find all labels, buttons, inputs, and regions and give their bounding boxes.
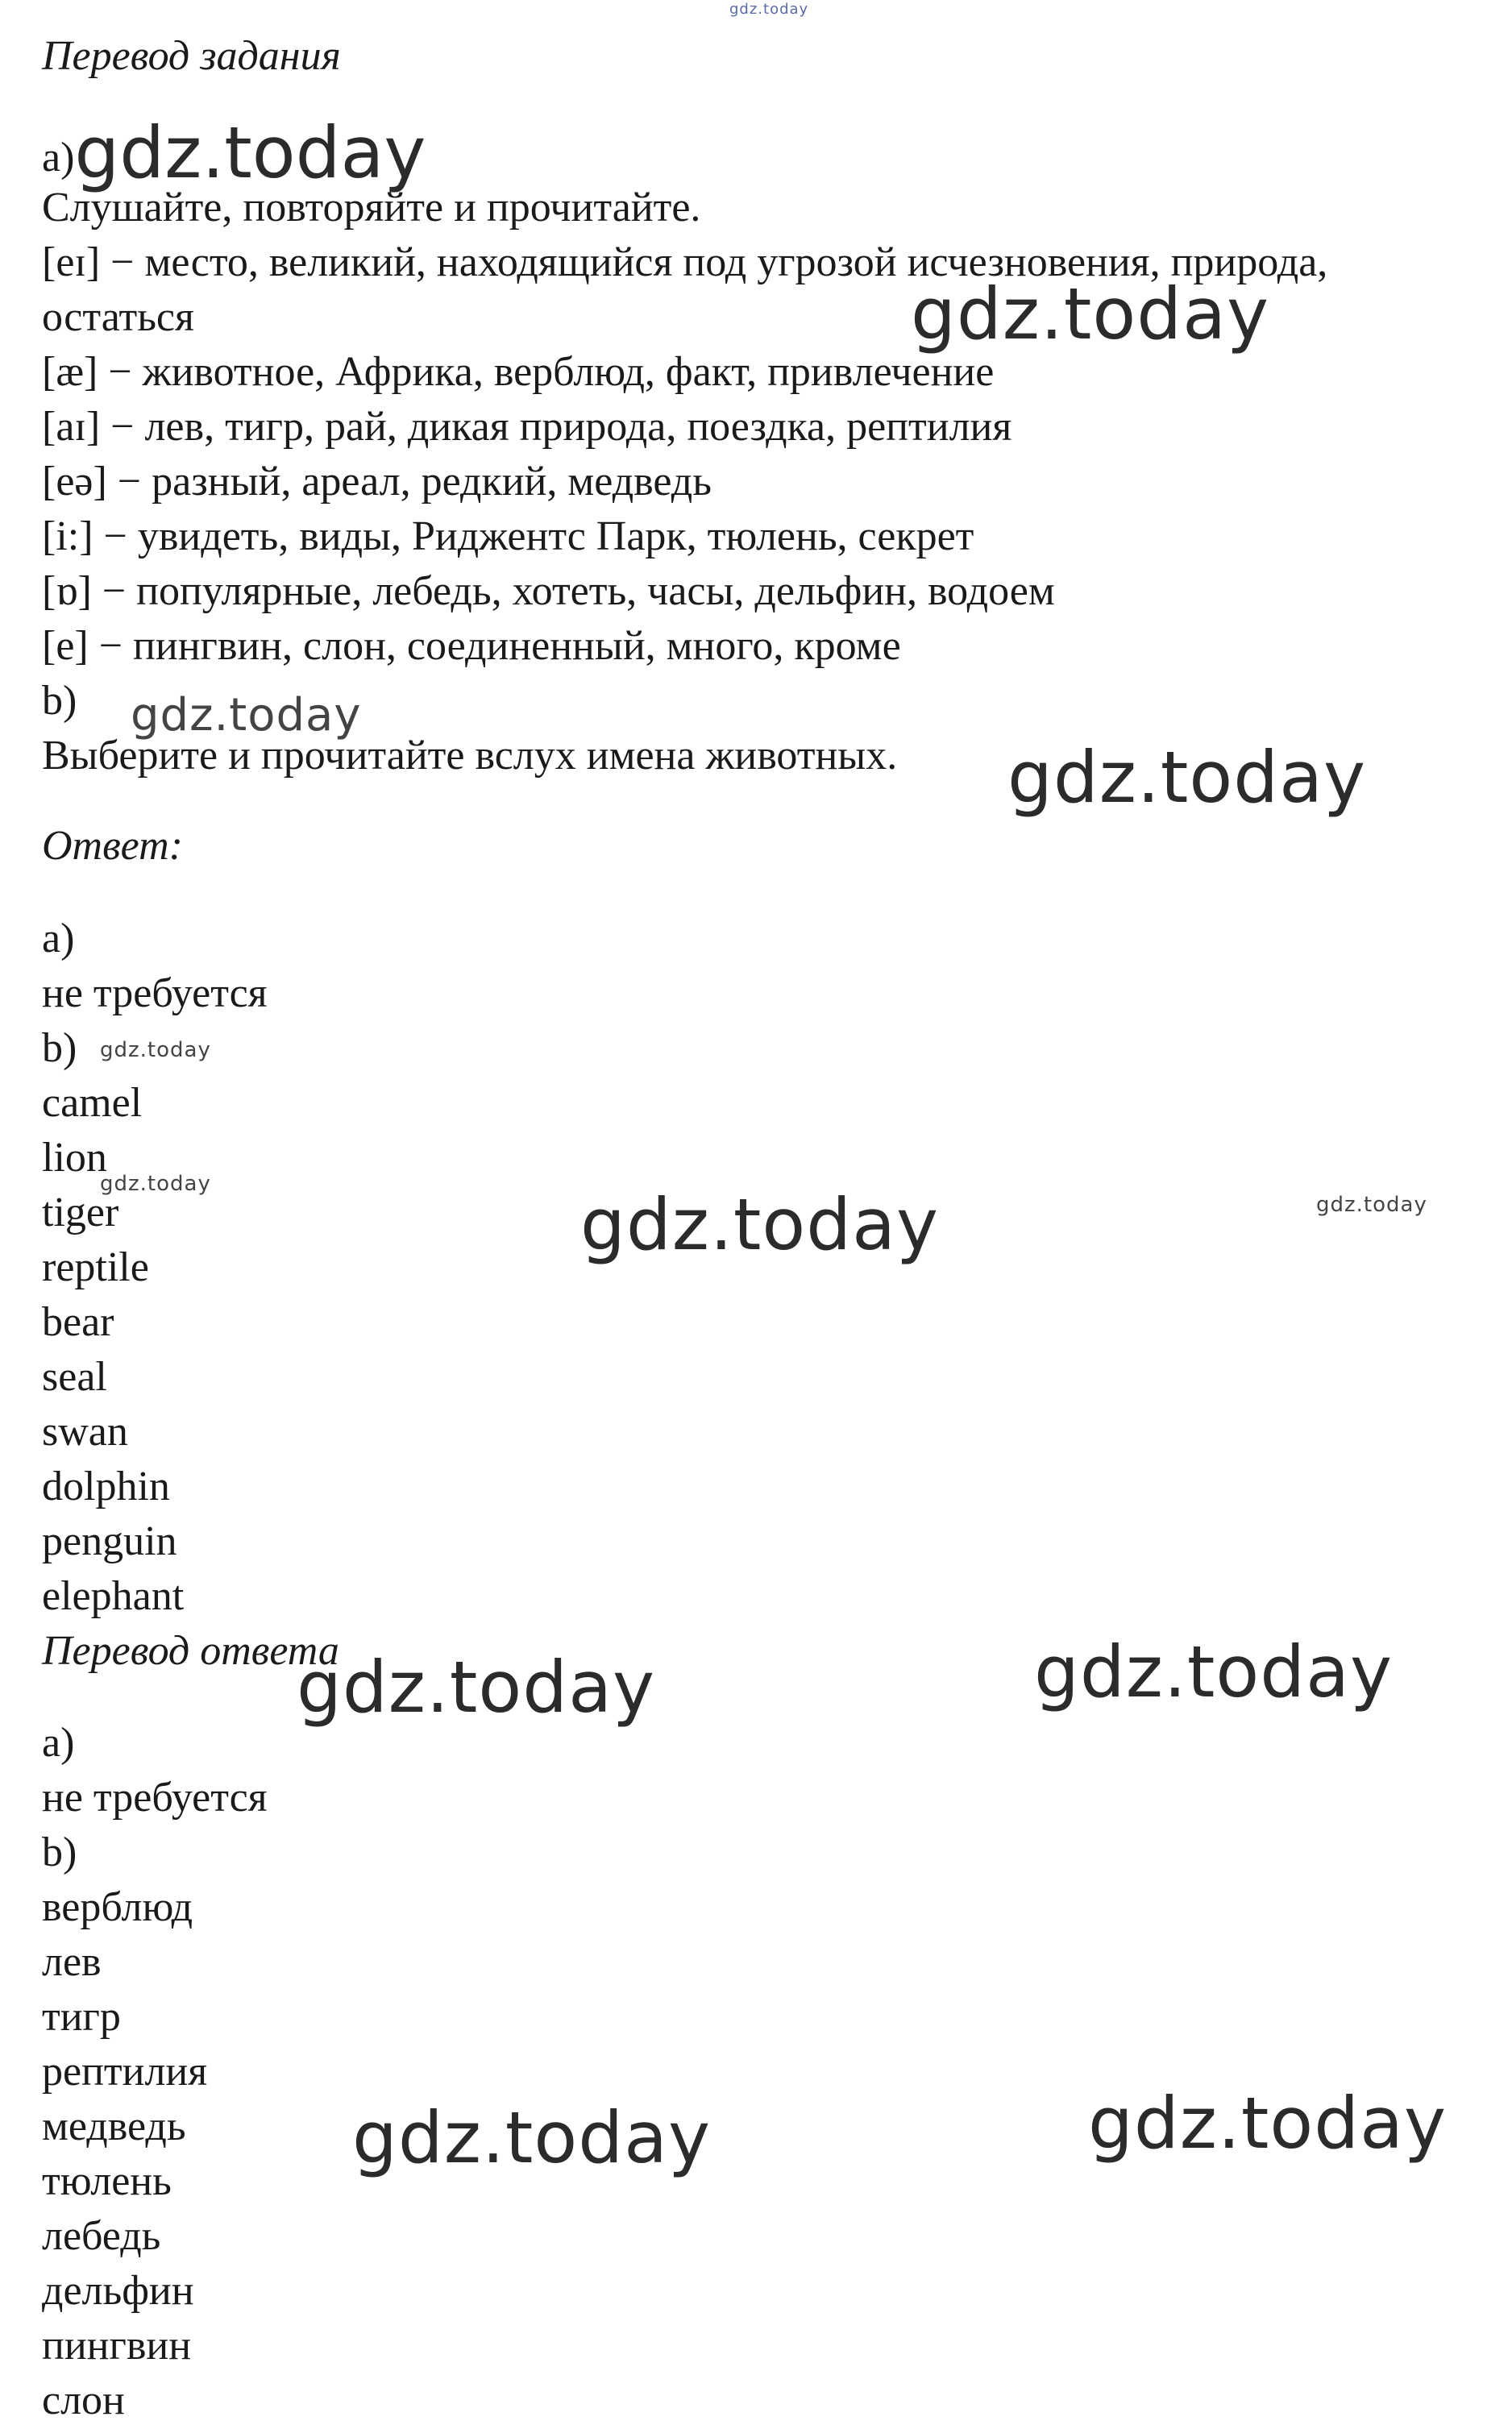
task-instruction-a: Слушайте, повторяйте и прочитайте. (42, 185, 701, 230)
phonetic-line: [i:] − увидеть, виды, Риджентс Парк, тюлень, секрет (42, 513, 974, 559)
phonetic-line: [e] − пингвин, слон, соединенный, много, кроме (42, 623, 901, 669)
translation-animal-item: рептилия (42, 2049, 208, 2095)
watermark: gdz.today (1088, 2082, 1448, 2165)
phonetic-line: [aɪ] − лев, тигр, рай, дикая природа, поездка, рептилия (42, 404, 1012, 450)
watermark: gdz.today (911, 272, 1270, 355)
phonetic-line: [æ] − животное, Африка, верблюд, факт, привлечение (42, 349, 995, 395)
phonetic-line: [eə] − разный, ареал, редкий, медведь (42, 459, 712, 505)
translation-animal-item: пингвин (42, 2323, 192, 2369)
task-part-a-line (42, 111, 426, 194)
phonetic-line: [eɪ] − место, великий, находящийся под угрозой исчезновения, природа, (42, 239, 1328, 285)
watermark: gdz.today (352, 2096, 712, 2179)
watermark: gdz.today (297, 1646, 656, 1729)
watermark: gdz.today (1007, 736, 1367, 819)
answer-animal-item: seal (42, 1354, 107, 1400)
task-instruction-b: Выберите и прочитайте вслух имена животных. (42, 733, 898, 779)
translation-part-a-label: a) (42, 1720, 75, 1766)
answer-animal-item: tiger (42, 1190, 119, 1235)
translation-animal-item: тигр (42, 1994, 121, 2040)
watermark: gdz.today (580, 1183, 940, 1266)
task-part-b-label: b) (42, 678, 77, 724)
answer-part-a-text: не требуется (42, 970, 268, 1016)
watermark: gdz.today (1034, 1630, 1394, 1713)
translation-part-b-label: b) (42, 1829, 77, 1875)
translation-animal-item: слон (42, 2377, 125, 2423)
translation-animal-item: лебедь (42, 2213, 161, 2259)
watermark-inline: gdz.today (74, 111, 426, 194)
watermark: gdz.today (729, 1, 809, 18)
answer-animal-item: bear (42, 1299, 114, 1345)
answer-heading: Ответ: (42, 823, 183, 869)
phonetic-line: [ɒ] − популярные, лебедь, хотеть, часы, дельфин, водоем (42, 568, 1055, 614)
answer-part-a-label: a) (42, 916, 75, 961)
watermark: gdz.today (1316, 1193, 1427, 1217)
answer-animal-item: lion (42, 1135, 107, 1181)
answer-part-b-label: b) (42, 1025, 77, 1071)
answer-animal-item: reptile (42, 1244, 149, 1290)
task-translation-heading: Перевод задания (42, 33, 341, 79)
answer-animal-item: dolphin (42, 1464, 170, 1509)
answer-animal-item: penguin (42, 1518, 177, 1564)
answer-animal-item: camel (42, 1080, 143, 1126)
answer-translation-heading: Перевод ответа (42, 1628, 339, 1674)
translation-animal-item: медведь (42, 2103, 186, 2149)
task-part-a-label: a) (42, 135, 75, 181)
answer-animal-item: elephant (42, 1573, 185, 1619)
translation-animal-item: верблюд (42, 1884, 193, 1930)
answer-animal-item: swan (42, 1409, 128, 1455)
watermark: gdz.today (131, 689, 362, 741)
translation-animal-item: дельфин (42, 2268, 194, 2314)
translation-animal-item: тюлень (42, 2158, 172, 2204)
watermark: gdz.today (100, 1038, 211, 1062)
phonetic-line: остаться (42, 294, 194, 340)
translation-part-a-text: не требуется (42, 1775, 268, 1821)
watermark: gdz.today (100, 1172, 211, 1196)
translation-animal-item: лев (42, 1939, 102, 1985)
